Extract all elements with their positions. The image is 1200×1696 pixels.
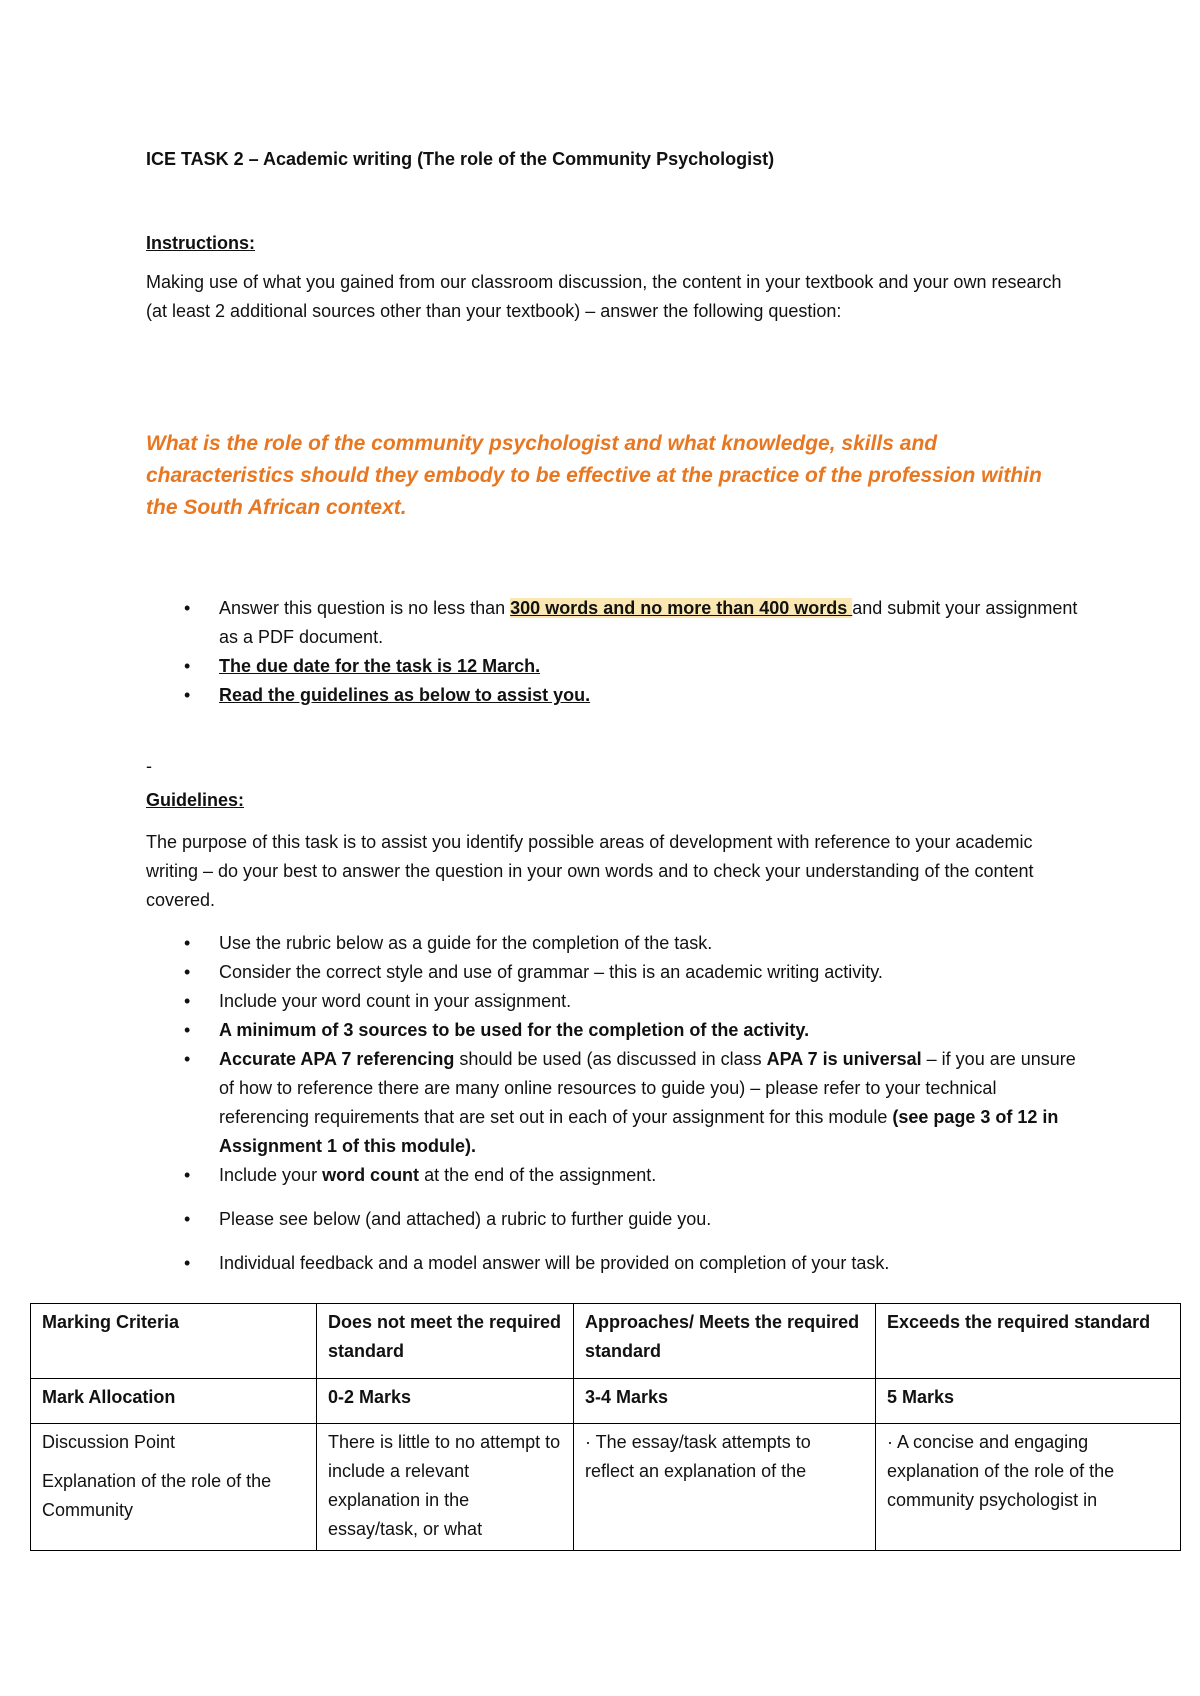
guideline-bullets bbox=[146, 929, 1086, 1278]
guideline-item: • Include your word count in your assignment. bbox=[146, 987, 1086, 1016]
rubric-header-cell: Marking Criteria bbox=[31, 1304, 317, 1379]
guideline-item: • Accurate APA 7 referencing should be used (as discussed in class APA 7 is universal – if you are unsure of how to reference there are many online resources to guide you) – please refer to your technical referencing requirements that are set out in each of your assignment for this module (see page 3 of 12 in Assignment 1 of this module). bbox=[146, 1045, 1086, 1161]
guidelines-heading: Guidelines: bbox=[146, 790, 245, 810]
word-limit-highlight: 300 words and no more than 400 words bbox=[510, 598, 853, 618]
guideline-item: • A minimum of 3 sources to be used for the completion of the activity. bbox=[146, 1016, 1086, 1045]
instruction-bullets bbox=[146, 594, 1086, 710]
bullet-icon: • bbox=[184, 1020, 191, 1040]
rubric-cell: · A concise and engaging explanation of the role of the community psychologist in bbox=[876, 1424, 1181, 1551]
rubric-header-cell: Approaches/ Meets the required standard bbox=[574, 1304, 876, 1379]
rubric-cell: 0-2 Marks bbox=[317, 1379, 574, 1424]
criteria-title: Discussion Point bbox=[42, 1432, 176, 1452]
bullet-icon: • bbox=[184, 598, 191, 618]
rubric-cell: Mark Allocation bbox=[31, 1379, 317, 1424]
rubric-table bbox=[30, 1303, 1181, 1551]
rubric-cell: There is little to no attempt to include a relevant explanation in the essay/task, or what bbox=[317, 1424, 574, 1551]
document-title: ICE TASK 2 – Academic writing (The role of the Community Psychologist) bbox=[146, 149, 775, 169]
rubric-header-row bbox=[31, 1304, 1181, 1379]
bullet-word-count: • Answer this question is no less than 300 words and no more than 400 words and submit your assignment as a PDF document. bbox=[146, 594, 1086, 652]
bullet-icon: • bbox=[184, 1049, 191, 1069]
rubric-cell: 5 Marks bbox=[876, 1379, 1181, 1424]
guideline-item: • Please see below (and attached) a rubric to further guide you. bbox=[146, 1205, 1086, 1234]
bullet-icon: • bbox=[184, 991, 191, 1011]
bullet-icon: • bbox=[184, 656, 191, 676]
bullet-icon: • bbox=[184, 933, 191, 953]
guideline-item: • Individual feedback and a model answer will be provided on completion of your task. bbox=[146, 1249, 1086, 1278]
guideline-item: • Include your word count at the end of the assignment. bbox=[146, 1161, 1086, 1190]
rubric-header-cell: Exceeds the required standard bbox=[876, 1304, 1181, 1379]
guideline-item: • Consider the correct style and use of grammar – this is an academic writing activity. bbox=[146, 958, 1086, 987]
separator-dash: - bbox=[146, 756, 152, 776]
bullet-icon: • bbox=[184, 1165, 191, 1185]
instructions-body: Making use of what you gained from our classroom discussion, the content in your textbook and your own research (at least 2 additional sources other than your textbook) – answer the following question: bbox=[146, 272, 1062, 321]
rubric-cell: 3-4 Marks bbox=[574, 1379, 876, 1424]
bullet-due-date: • The due date for the task is 12 March. bbox=[146, 652, 1086, 681]
rubric-header-cell: Does not meet the required standard bbox=[317, 1304, 574, 1379]
bullet-read-guidelines: • Read the guidelines as below to assist you. bbox=[146, 681, 1086, 710]
bullet-icon: • bbox=[184, 962, 191, 982]
essay-question: What is the role of the community psychologist and what knowledge, skills and characteristics should they embody to be effective at the practice of the profession within the South African context. bbox=[146, 432, 1042, 519]
instructions-heading: Instructions: bbox=[146, 233, 256, 253]
guidelines-body: The purpose of this task is to assist you identify possible areas of development with reference to your academic writing – do your best to answer the question in your own words and to check your understanding of the content covered. bbox=[146, 832, 1034, 910]
bullet-icon: • bbox=[184, 1209, 191, 1229]
bullet-icon: • bbox=[184, 685, 191, 705]
criteria-description: Explanation of the role of the Community bbox=[42, 1471, 272, 1520]
bullet-icon: • bbox=[184, 1253, 191, 1273]
guideline-item: • Use the rubric below as a guide for the completion of the task. bbox=[146, 929, 1086, 958]
rubric-cell: · The essay/task attempts to reflect an explanation of the bbox=[574, 1424, 876, 1551]
rubric-cell bbox=[31, 1424, 317, 1551]
rubric-allocation-row bbox=[31, 1379, 1181, 1424]
rubric-row bbox=[31, 1424, 1181, 1551]
